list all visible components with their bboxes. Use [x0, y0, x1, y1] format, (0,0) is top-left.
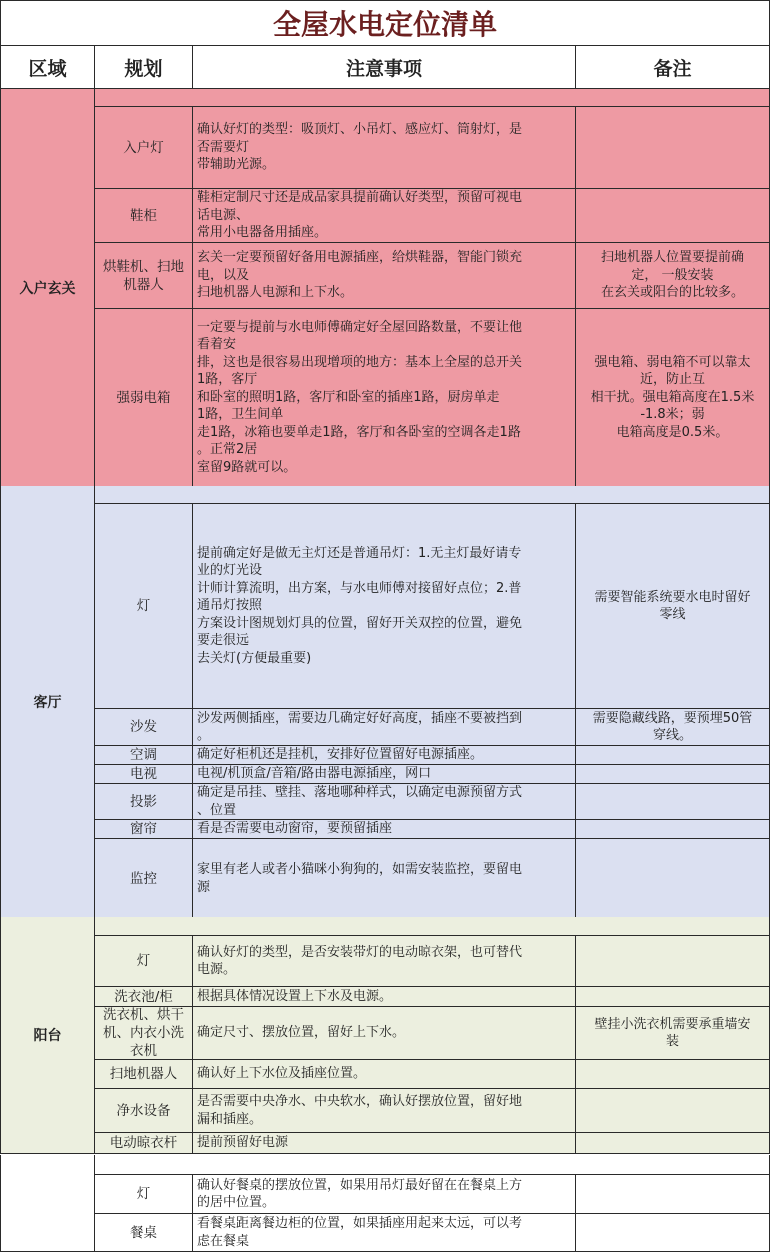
plan-item-cell-text: 窗帘: [130, 821, 157, 837]
plan-item-cell: [95, 243, 193, 309]
plan-item-cell: [95, 189, 193, 243]
note-cell-text: 确定好柜机还是挂机，安排好位置留好电源插座。: [197, 747, 484, 763]
note-cell: [193, 765, 576, 784]
remark-cell-text: 壁挂小洗衣机需要承重墙安 装: [594, 1016, 751, 1049]
plan-item-cell: [95, 839, 193, 919]
remark-cell-text: 扫地机器人位置要提前确 定， 一般安装 在玄关或阳台的比较多。: [600, 250, 744, 301]
plan-item-cell: [95, 765, 193, 784]
note-cell-text: 提前确定好是做无主灯还是普通吊灯：1.无主灯最好请专 业的灯光设 计师计算流明，出方案，与水电师傅对接留好点位；2.普 通吊灯按照 方案设计图规划灯具的位置，留好开关双控的位置，避免 要走很远 去关灯(方便最重要): [197, 545, 523, 666]
note-cell: [193, 1133, 576, 1154]
plan-item-cell-text: 灯: [136, 598, 151, 614]
plan-item-cell: [95, 820, 193, 839]
remark-cell: [576, 189, 770, 243]
plan-item-cell: [95, 1089, 193, 1133]
plan-item-cell-text: 空调: [130, 747, 157, 763]
remark-cell: [576, 765, 770, 784]
note-cell-text: 看餐桌距离餐边柜的位置，如果插座用起来太远，可以考 虑在餐桌: [197, 1216, 523, 1249]
note-cell: [193, 243, 576, 309]
note-cell: [193, 746, 576, 765]
plan-item-cell-text: 餐桌: [130, 1224, 157, 1241]
page-title: 全屋水电定位清单: [0, 0, 770, 46]
zone-cell-text: 客厅: [33, 695, 62, 711]
section-spacer-row: [95, 1155, 770, 1175]
plan-item-cell: [95, 1060, 193, 1089]
header-zone: 区域: [0, 46, 95, 89]
remark-cell: [576, 1007, 770, 1060]
plan-item-cell: [95, 1214, 193, 1252]
remark-cell-text: 需要隐藏线路，要预埋50管 穿线。: [592, 710, 753, 743]
note-cell: [193, 820, 576, 839]
remark-cell: [576, 1214, 770, 1252]
plan-item-cell-text: 净水设备: [116, 1102, 171, 1119]
plan-item-cell: [95, 784, 193, 820]
plan-item-cell-text: 灯: [136, 1186, 151, 1202]
note-cell-text: 确认好灯的类型：吸顶灯、小吊灯、感应灯、筒射灯，是 否需要灯 带辅助光源。: [197, 122, 523, 173]
zone-cell: [0, 917, 95, 1154]
plan-item-cell-text: 烘鞋机、扫地 机器人: [103, 258, 184, 293]
remark-cell: [576, 709, 770, 746]
note-cell-text: 确认好上下水位及插座位置。: [197, 1066, 367, 1082]
note-cell-text: 确认好餐桌的摆放位置，如果用吊灯最好留在在餐桌上方 的居中位置。: [197, 1177, 523, 1210]
zone-cell: [0, 486, 95, 919]
note-cell-text: 沙发两侧插座，需要边几确定好好高度，插座不要被挡到 。: [197, 710, 523, 743]
note-cell: [193, 1175, 576, 1214]
remark-cell: [576, 1133, 770, 1154]
plan-item-cell-text: 入户灯: [123, 139, 164, 156]
section-spacer-row: [95, 917, 770, 936]
note-cell: [193, 1089, 576, 1133]
note-cell: [193, 1007, 576, 1060]
remark-cell: [576, 784, 770, 820]
zone-cell: [0, 89, 95, 487]
note-cell-text: 一定要与提前与水电师傅确定好全屋回路数量，不要让他 看着安 排，这也是很容易出现增项的地方：基本上全屋的总开关 1路，客厅 和卧室的照明1路，客厅和卧室的插座1路，厨房单走 1路，卫生间单 走1路，冰箱也要单走1路，客厅和各卧室的空调各走1路 。正常2居 室留9路就可以。: [197, 319, 523, 475]
remark-cell: [576, 936, 770, 987]
remark-cell: [576, 107, 770, 189]
plan-item-cell: [95, 1133, 193, 1154]
zone-cell-text: 阳台: [33, 1028, 62, 1044]
plan-item-cell-text: 洗衣机、烘干 机、内衣小洗 衣机: [103, 1007, 184, 1059]
zone-cell: [0, 1155, 95, 1252]
remark-cell: [576, 504, 770, 709]
note-cell: [193, 504, 576, 709]
note-cell-text: 玄关一定要预留好备用电源插座，给烘鞋器，智能门锁充 电，以及 扫地机器人电源和上下水。: [197, 250, 523, 301]
zone-cell-text: 入户玄关: [19, 280, 76, 297]
plan-item-cell: [95, 1175, 193, 1214]
plan-item-cell: [95, 936, 193, 987]
plan-item-cell: [95, 504, 193, 709]
note-cell-text: 确定是吊挂、壁挂、落地哪种样式，以确定电源预留方式 、位置: [197, 785, 523, 818]
note-cell: [193, 1060, 576, 1089]
header-notes: 注意事项: [193, 46, 576, 89]
plan-item-cell-text: 投影: [130, 793, 157, 810]
remark-cell: [576, 1175, 770, 1214]
plan-item-cell: [95, 1007, 193, 1060]
header-plan: 规划: [95, 46, 193, 89]
remark-cell: [576, 746, 770, 765]
remark-cell: [576, 987, 770, 1007]
plan-item-cell-text: 鞋柜: [130, 207, 157, 224]
note-cell: [193, 709, 576, 746]
header-remark: 备注: [576, 46, 770, 89]
plan-item-cell-text: 沙发: [130, 719, 157, 735]
remark-cell: [576, 309, 770, 487]
plan-item-cell: [95, 309, 193, 487]
note-cell-text: 鞋柜定制尺寸还是成品家具提前确认好类型，预留可视电 话电源、 常用小电器备用插座。: [197, 190, 523, 241]
remark-cell: [576, 243, 770, 309]
note-cell-text: 电视/机顶盒/音箱/路由器电源插座，网口: [197, 766, 432, 782]
plan-item-cell-text: 监控: [130, 870, 157, 887]
note-cell-text: 确定尺寸、摆放位置，留好上下水。: [197, 1025, 406, 1041]
remark-cell: [576, 1060, 770, 1089]
note-cell: [193, 936, 576, 987]
remark-cell: [576, 820, 770, 839]
note-cell: [193, 309, 576, 487]
plan-item-cell-text: 强弱电箱: [116, 389, 171, 406]
plan-item-cell-text: 灯: [136, 953, 151, 969]
plan-item-cell: [95, 746, 193, 765]
remark-cell: [576, 839, 770, 919]
note-cell-text: 家里有老人或者小猫咪小狗狗的，如需安装监控，要留电 源: [197, 862, 523, 895]
note-cell-text: 提前预留好电源: [197, 1135, 289, 1151]
note-cell: [193, 107, 576, 189]
plan-item-cell: [95, 987, 193, 1007]
note-cell: [193, 987, 576, 1007]
plan-item-cell-text: 电动晾衣杆: [109, 1135, 178, 1151]
plan-item-cell: [95, 107, 193, 189]
remark-cell: [576, 1089, 770, 1133]
note-cell-text: 是否需要中央净水、中央软水，确认好摆放位置，留好地 漏和插座。: [197, 1094, 523, 1127]
section-spacer-row: [95, 486, 770, 504]
note-cell: [193, 839, 576, 919]
plan-item-cell: [95, 709, 193, 746]
remark-cell-text: 需要智能系统要水电时留好 零线: [594, 589, 751, 622]
note-cell: [193, 1214, 576, 1252]
plan-item-cell-text: 洗衣池/柜: [114, 988, 173, 1005]
note-cell: [193, 784, 576, 820]
remark-cell-text: 强电箱、弱电箱不可以靠太 近，防止互 相干扰。强电箱高度在1.5米 -1.8米；弱 电箱高度是0.5米。: [590, 354, 755, 440]
note-cell: [193, 189, 576, 243]
note-cell-text: 确认好灯的类型，是否安装带灯的电动晾衣架，也可替代 电源。: [197, 944, 523, 977]
plan-item-cell-text: 扫地机器人: [109, 1066, 178, 1082]
plan-item-cell-text: 电视: [130, 766, 157, 782]
note-cell-text: 看是否需要电动窗帘，要预留插座: [197, 821, 393, 837]
section-spacer-row: [95, 89, 770, 107]
note-cell-text: 根据具体情况设置上下水及电源。: [197, 988, 393, 1004]
